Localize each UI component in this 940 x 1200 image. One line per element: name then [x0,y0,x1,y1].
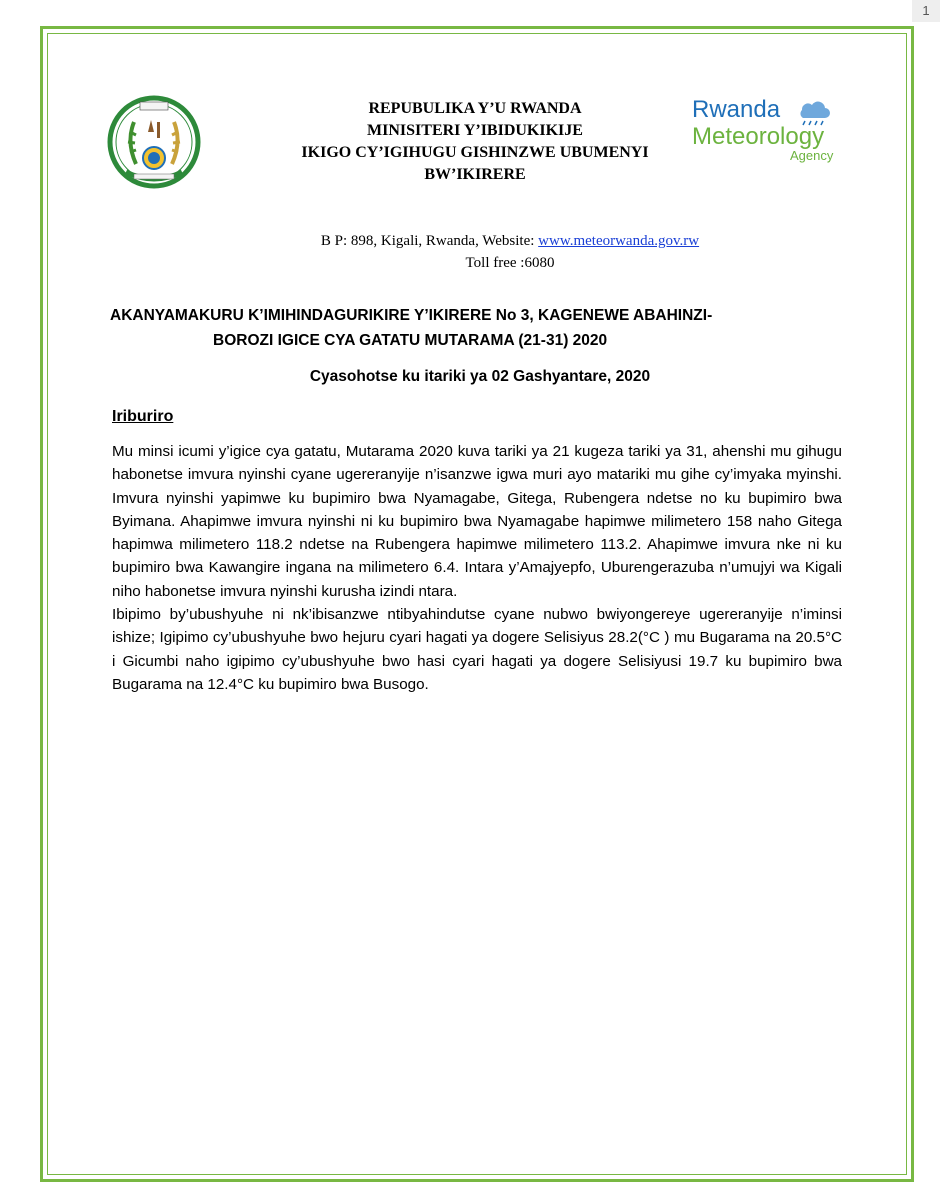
issue-date: Cyasohotse ku itariki ya 02 Gashyantare, 2020 [309,368,651,385]
rain-cloud-icon [800,102,830,125]
rwanda-meteorology-agency-logo [688,92,858,172]
title-line-2: BOROZI IGICE CYA GATATU MUTARAMA (21-31) 2020 [213,332,608,349]
header-line-ministry: MINISITERI Y’IBIDUKIKIJE [367,122,583,139]
header-line-republic: REPUBULIKA Y’U RWANDA [368,100,582,117]
title-line-1: AKANYAMAKURU K’IMIHINDAGURIKIRE Y’IKIRERE No 3, KAGENEWE ABAHINZI- [110,307,713,324]
paragraph-rainfall: Mu minsi icumi y’igice cya gatatu, Mutarama 2020 kuva tariki ya 21 kugeza tariki ya 31, ahenshi mu gihugu habonetse imvura nyinshi cyane ugereranyije n’isanzwe igwa muri ayo matariki mu gihe cy’imyaka myinshi. Imvura nyinshi yapimwe ku bupimiro bwa Nyamagabe, Gitega, Rubengera ndetse no ku bupimiro bwa Byimana. Ahapimwe imvura nyinshi ni ku bupimiro bwa Nyamagabe hapimwe milimetero 158 naho Gitega hapimwa milimetero 118.2 ndetse na Rubengera hapimwe milimetero 113.2. Ahapimwe imvura nke ni ku bupimiro bwa Kawangire ingana na milimetero 6.4. Intara y’Amajyepfo, Uburengerazuba n’umujyi wa Kigali niho habonetse imvura nyinshi kurusha izindi ntara. [112,443,842,600]
rwanda-coat-of-arms-seal [104,92,204,192]
logo-word-rwanda: Rwanda [692,96,781,123]
ministry-header [240,98,710,186]
contact-tollfree: Toll free :6080 [465,255,555,271]
contact-address: B P: 898, Kigali, Rwanda, Website: [320,233,539,249]
section-heading-introduction: Iriburiro [112,408,174,425]
introduction-body [112,440,842,696]
header-line-agency-cont: BW’IKIRERE [424,166,526,183]
logo-word-agency: Agency [790,148,834,163]
bulletin-title [110,303,840,353]
logo-word-meteorology: Meteorology [692,123,825,150]
page-number-badge: 1 [912,0,940,22]
header-line-agency: IKIGO CY’IGIHUGU GISHINZWE UBUMENYI [301,144,649,161]
contact-block [250,230,770,274]
contact-address-line [250,230,770,252]
paragraph-temperature: Ibipimo by’ubushyuhe ni nk’ibisanzwe ntibyahindutse cyane nubwo bwiyongereye ugereranyije n’iminsi ishize; Igipimo cy’ubushyuhe bwo hejuru cyari hagati ya dogere Selisiyus 28.2(°C ) mu Bugarama na 20.5°C i Gicumbi naho igipimo cy’ubushyuhe bwo hasi cyari hagati ya dogere Selisiyusi 19.7 ku bupimiro bwa Bugarama na 12.4°C ku bupimiro bwa Busogo. [112,606,842,693]
website-link[interactable]: www.meteorwanda.gov.rw [538,233,700,249]
